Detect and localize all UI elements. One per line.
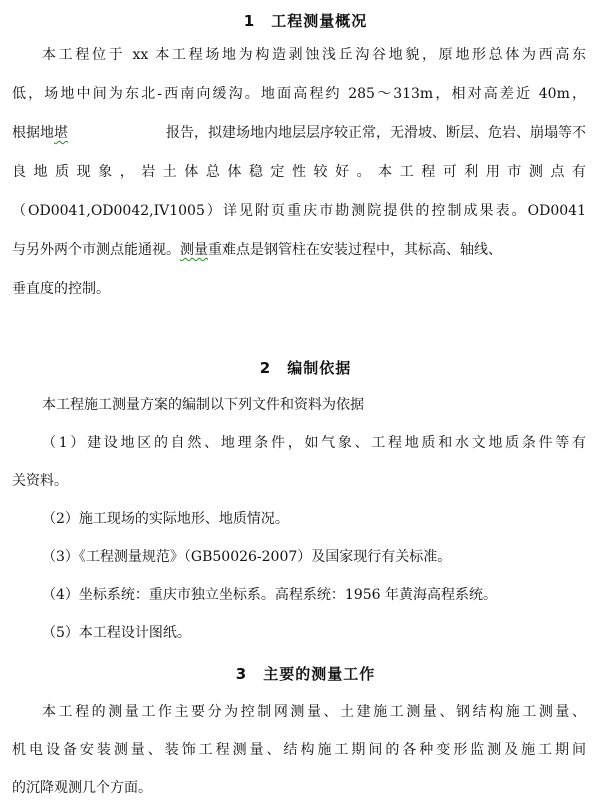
line-6-end: 重难点是钢管柱在安装过程中，其标高、轴线、 xyxy=(208,242,502,258)
section-2-intro: 本工程施工测量方案的编制以下列文件和资料为依据 xyxy=(42,397,364,413)
section-3-line-2: 机电设备安装测量、装饰工程测量、结构施工期间的各种变形监测及施工期间 xyxy=(12,742,586,758)
section-1-heading: 1 工程测量概况 xyxy=(243,12,368,30)
section-1-line-5: （OD0041,OD0042,IV1005）详见附页重庆市勘测院提供的控制成果表。OD0041 xyxy=(12,203,586,219)
section-1-line-1: 本工程位于 xx 本工程场地为构造剥蚀浅丘沟谷地貌，原地形总体为西高东 xyxy=(42,47,586,63)
section-2-item-2: （2）施工现场的实际地形、地质情况。 xyxy=(42,511,289,527)
section-2-item-1-cont: 关资料。 xyxy=(12,473,68,489)
section-2-item-3: （3）《工程测量规范》（GB50026-2007）及国家现行有关标准。 xyxy=(42,549,452,565)
section-1-line-3 xyxy=(12,124,586,142)
section-3-line-3: 的沉降观测几个方面。 xyxy=(12,780,152,796)
section-3-line-1: 本工程的测量工作主要分为控制网测量、土建施工测量、钢结构施工测量、 xyxy=(42,704,586,720)
section-2-item-1: （1）建设地区的自然、地理条件，如气象、工程地质和水文地质条件等有 xyxy=(42,435,586,451)
misspelled-word: 堪 xyxy=(54,125,68,141)
line-3-rest: 报告，拟建场地内地层层序较正常，无滑坡、断层、危岩、崩塌等不 xyxy=(166,125,586,141)
section-2-heading: 2 编制依据 xyxy=(259,359,352,377)
section-1-line-6 xyxy=(12,241,586,259)
section-2-item-4: （4）坐标系统：重庆市独立坐标系。高程系统：1956 年黄海高程系统。 xyxy=(42,587,497,603)
section-2-item-5: （5）本工程设计图纸。 xyxy=(42,625,191,641)
line-3-start: 根据地堪 xyxy=(12,125,68,141)
section-1-line-7: 垂直度的控制。 xyxy=(12,281,110,297)
underlined-term: 测量 xyxy=(180,242,208,258)
section-3-heading: 3 主要的测量工作 xyxy=(235,665,376,683)
section-1-line-4: 良地质现象，岩土体总体稳定性较好。本工程可利用市测点有 xyxy=(12,164,586,180)
section-1-line-2: 低，场地中间为东北-西南向缓沟。地面高程约 285～313m，相对高差近 40m， xyxy=(12,86,586,102)
line-6-start: 与另外两个市测点能通视。 xyxy=(12,242,180,258)
